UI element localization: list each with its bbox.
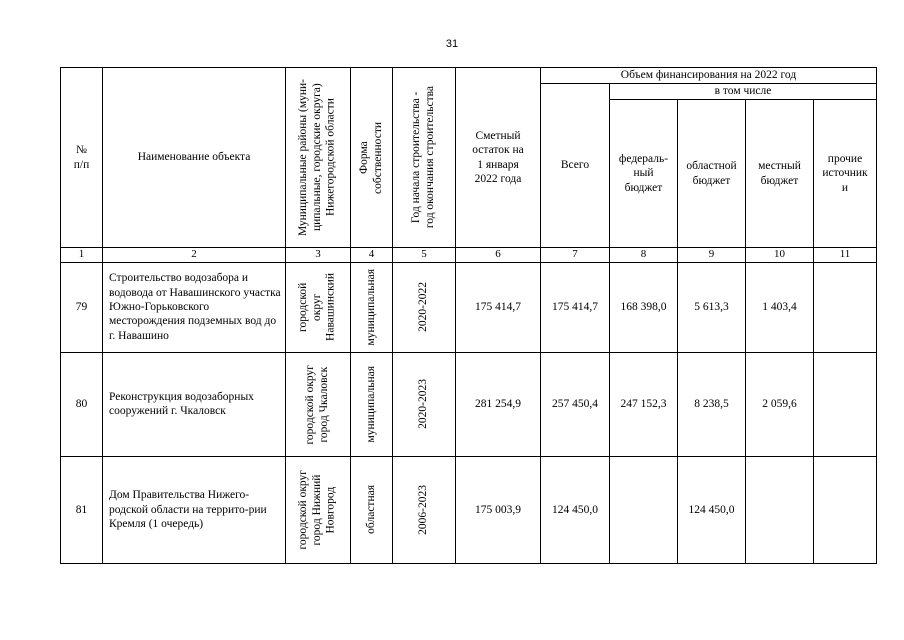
other-cell — [814, 456, 877, 563]
header-years: Год начала строительства - год окончания строительства — [393, 68, 456, 248]
header-estimate: Сметный остаток на 1 января 2022 года — [456, 68, 541, 248]
header-regional: областной бюджет — [678, 100, 746, 248]
object-name: Дом Правительства Нижего-родской области на террито-рии Кремля (1 очередь) — [103, 456, 286, 563]
header-ownership: Форма собственности — [351, 68, 393, 248]
header-federal: федераль- ный бюджет — [610, 100, 678, 248]
federal-cell: 168 398,0 — [610, 262, 678, 352]
header-including: в том числе — [610, 84, 877, 100]
financing-table — [60, 67, 877, 564]
estimate-cell: 281 254,9 — [456, 352, 541, 456]
local-cell: 2 059,6 — [746, 352, 814, 456]
years-cell: 2006-2023 — [393, 456, 456, 563]
municipality-cell: городской округ город Нижний Новгород — [286, 456, 351, 563]
regional-cell: 5 613,3 — [678, 262, 746, 352]
row-number: 80 — [61, 352, 103, 456]
column-number: 5 — [393, 248, 456, 263]
row-number: 81 — [61, 456, 103, 563]
header-total: Всего — [541, 84, 610, 248]
object-name: Строительство водозабора и водовода от Навашинского участка Южно-Горьковского месторождения подземных вод до г. Навашино — [103, 262, 286, 352]
header-number: № п/п — [61, 68, 103, 248]
other-cell — [814, 262, 877, 352]
estimate-cell: 175 414,7 — [456, 262, 541, 352]
estimate-cell: 175 003,9 — [456, 456, 541, 563]
table-row — [61, 456, 877, 563]
federal-cell — [610, 456, 678, 563]
column-number: 4 — [351, 248, 393, 263]
page-number: 31 — [445, 38, 459, 50]
column-number: 10 — [746, 248, 814, 263]
ownership-cell: областная — [351, 456, 393, 563]
local-cell — [746, 456, 814, 563]
ownership-cell: муниципальная — [351, 352, 393, 456]
municipality-cell: городской округ город Чкаловск — [286, 352, 351, 456]
header-municipality: Муниципальные районы (муни- ципальные, городские округа) Нижегородской области — [286, 68, 351, 248]
column-number: 3 — [286, 248, 351, 263]
regional-cell: 8 238,5 — [678, 352, 746, 456]
column-number: 7 — [541, 248, 610, 263]
header-local: местный бюджет — [746, 100, 814, 248]
regional-cell: 124 450,0 — [678, 456, 746, 563]
federal-cell: 247 152,3 — [610, 352, 678, 456]
total-cell: 257 450,4 — [541, 352, 610, 456]
total-cell: 175 414,7 — [541, 262, 610, 352]
column-number: 11 — [814, 248, 877, 263]
other-cell — [814, 352, 877, 456]
column-numbers-row — [61, 248, 877, 263]
years-cell: 2020-2022 — [393, 262, 456, 352]
row-number: 79 — [61, 262, 103, 352]
total-cell: 124 450,0 — [541, 456, 610, 563]
header-other: прочие источник и — [814, 100, 877, 248]
years-cell: 2020-2023 — [393, 352, 456, 456]
ownership-cell: муниципальная — [351, 262, 393, 352]
object-name: Реконструкция водозаборных сооружений г. Чкаловск — [103, 352, 286, 456]
column-number: 1 — [61, 248, 103, 263]
header-object-name: Наименование объекта — [103, 68, 286, 248]
local-cell: 1 403,4 — [746, 262, 814, 352]
column-number: 2 — [103, 248, 286, 263]
column-number: 8 — [610, 248, 678, 263]
column-number: 6 — [456, 248, 541, 263]
header-financing: Объем финансирования на 2022 год — [541, 68, 877, 84]
column-number: 9 — [678, 248, 746, 263]
table-row — [61, 262, 877, 352]
table-row — [61, 352, 877, 456]
municipality-cell: городской округ Навашинский — [286, 262, 351, 352]
